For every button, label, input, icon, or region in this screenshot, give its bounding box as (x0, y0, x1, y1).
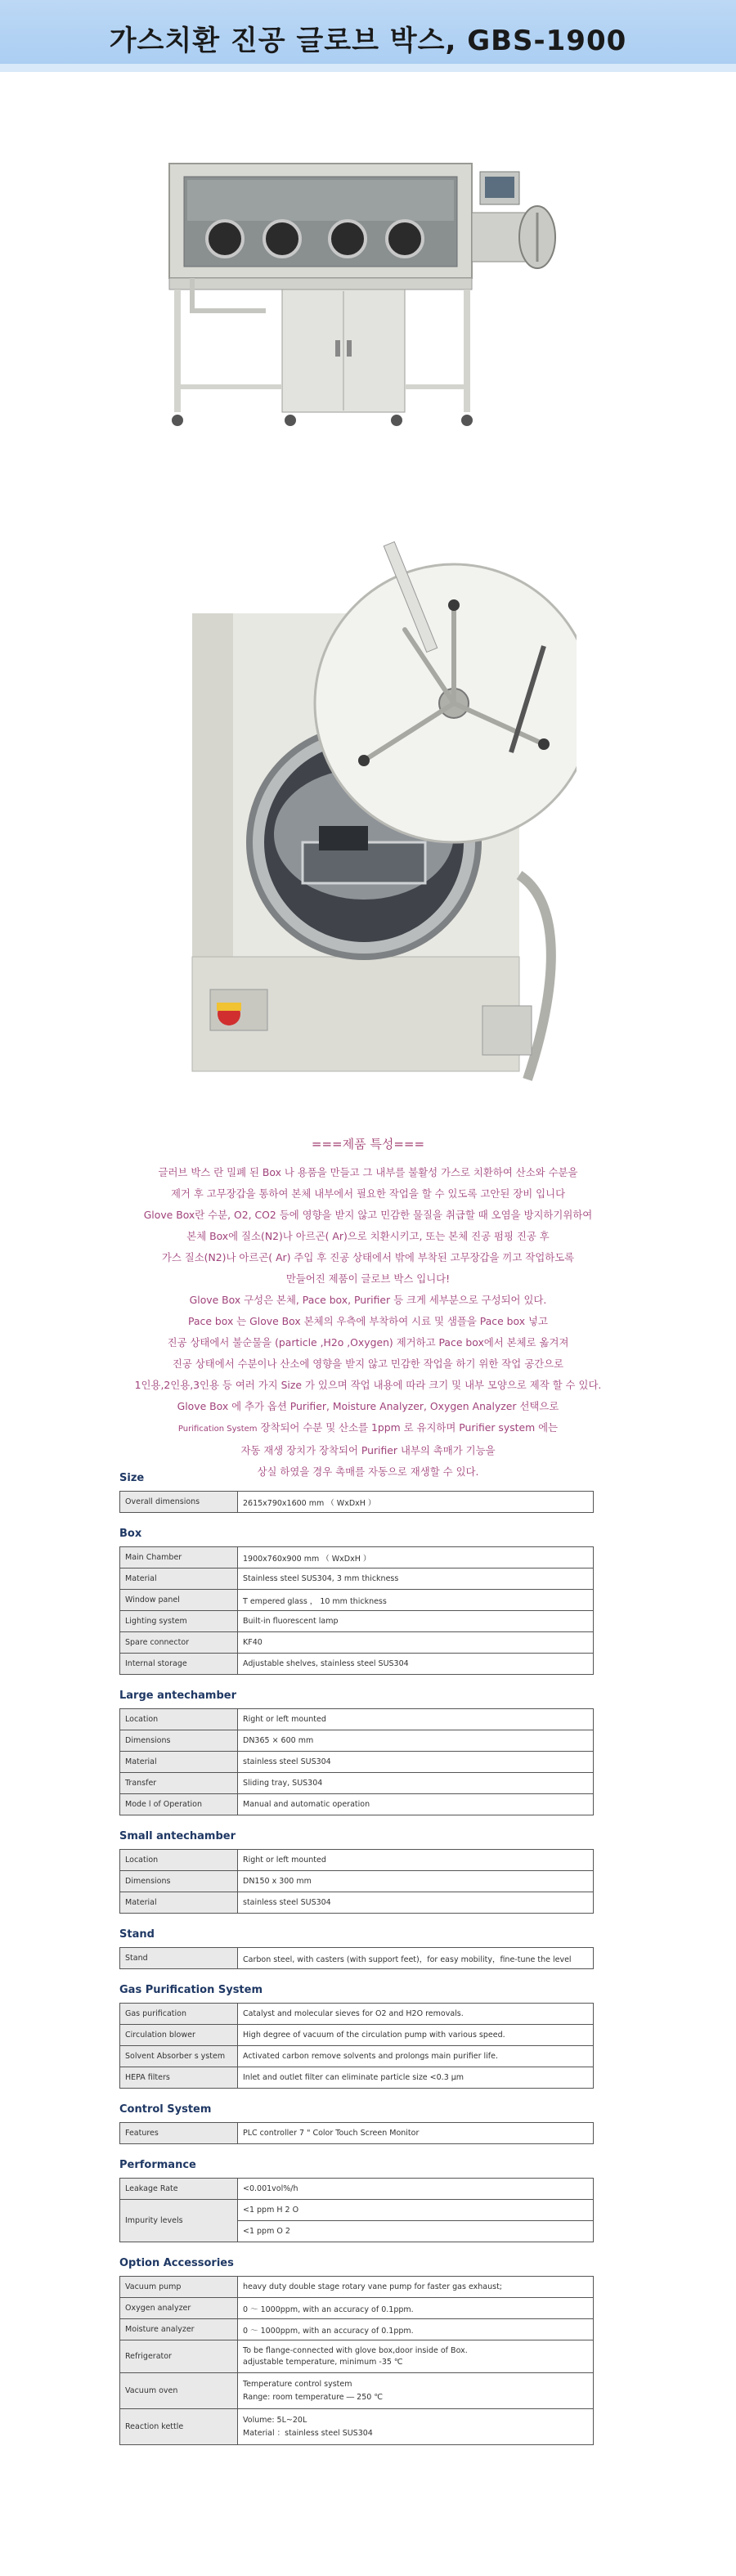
spec-value-line: Material ：stainless steel SUS304 (243, 2428, 373, 2438)
spec-label: Dimensions (120, 1730, 238, 1752)
table-row (120, 2123, 594, 2144)
spec-label: HEPA filters (120, 2067, 238, 2089)
table-row (120, 1590, 594, 1611)
product-photo-antechamber (159, 515, 577, 1088)
table-row (120, 1654, 594, 1675)
table-row (120, 2025, 594, 2046)
spec-table-box (119, 1546, 594, 1675)
table-row (120, 1948, 594, 1969)
spec-label: Vacuum oven (120, 2373, 238, 2409)
feature-line: 진공 상태에서 불순물을 (particle ,H2o ,Oxygen) 제거하고 Pace box에서 본체로 옮겨져 (167, 1336, 569, 1349)
feature-line: Glove Box 에 추가 옵션 Purifier, Moisture Analyzer, Oxygen Analyzer 선택으로 (177, 1400, 559, 1412)
spec-value: 0 ～ 1000ppm, with an accuracy of 0.1ppm. (238, 2319, 594, 2340)
table-row (120, 2340, 594, 2373)
spec-label: Material (120, 1892, 238, 1914)
spec-label: Circulation blower (120, 2025, 238, 2046)
spec-label: Vacuum pump (120, 2277, 238, 2298)
spec-value: Sliding tray, SUS304 (238, 1773, 594, 1794)
spec-label: Reaction kettle (120, 2409, 238, 2445)
spec-value: Carbon steel, with casters (with support feet)，for easy mobility，fine-tune the level (238, 1948, 594, 1969)
spec-table-stand (119, 1947, 594, 1969)
table-row (120, 2067, 594, 2089)
table-row (120, 1709, 594, 1730)
spec-value: Right or left mounted (238, 1850, 594, 1871)
feature-line: 상실 하였을 경우 촉매를 자동으로 재생할 수 있다. (257, 1465, 479, 1478)
spec-value: <1 ppm H 2 O (238, 2200, 594, 2221)
feature-description (0, 1135, 736, 1483)
section-title: Gas Purification System (119, 1984, 263, 1996)
feature-line: Glove Box란 수분, O2, CO2 등에 영향을 받지 않고 민감한 물질을 취급할 때 오염을 방지하기위하여 (143, 1209, 593, 1221)
table-row (120, 1892, 594, 1914)
spec-value: DN150 x 300 mm (238, 1871, 594, 1892)
spec-value: Right or left mounted (238, 1709, 594, 1730)
spec-value: heavy duty double stage rotary vane pump for faster gas exhaust; (238, 2277, 594, 2298)
table-row (120, 2004, 594, 2025)
feature-line: 가스 질소(N2)나 아르곤( Ar) 주입 후 진공 상태에서 밖에 부착된 고무장갑을 끼고 작업하도록 (161, 1251, 575, 1263)
spec-value: DN365 × 600 mm (238, 1730, 594, 1752)
spec-label: Mode l of Operation (120, 1794, 238, 1815)
spec-value: High degree of vacuum of the circulation pump with various speed. (238, 2025, 594, 2046)
spec-value: Inlet and outlet filter can eliminate particle size <0.3 μm (238, 2067, 594, 2089)
spec-value-line: adjustable temperature, minimum -35 ℃ (243, 2357, 403, 2367)
spec-value: Adjustable shelves, stainless steel SUS304 (238, 1654, 594, 1675)
table-row (120, 1871, 594, 1892)
spec-value-line: To be flange-connected with glove box,door inside of Box. (243, 2345, 468, 2355)
spec-label: Material (120, 1752, 238, 1773)
table-row (120, 2200, 594, 2221)
spec-label: Oxygen analyzer (120, 2298, 238, 2319)
spec-value: Built-in fluorescent lamp (238, 1611, 594, 1632)
feature-line: 본체 Box에 질소(N2)나 아르곤( Ar)으로 치환시키고, 또는 본체 진공 펌핑 진공 후 (186, 1230, 550, 1242)
spec-label: Transfer (120, 1773, 238, 1794)
spec-label: Location (120, 1709, 238, 1730)
table-row (120, 2046, 594, 2067)
table-row (120, 1611, 594, 1632)
spec-value-line: Volume: 5L~20L (243, 2415, 307, 2425)
table-row (120, 2409, 594, 2445)
spec-table-small-antechamber (119, 1849, 594, 1914)
spec-value: <0.001vol%/h (238, 2179, 594, 2200)
spec-table-option-accessories (119, 2276, 594, 2445)
spec-label: Location (120, 1850, 238, 1871)
feature-line: Pace box 는 Glove Box 본체의 우측에 부착하여 시료 및 샘플을 Pace box 넣고 (188, 1315, 548, 1327)
spec-label: Main Chamber (120, 1547, 238, 1568)
spec-label: Dimensions (120, 1871, 238, 1892)
spec-value: 1900x760x900 mm （ WxDxH ） (238, 1547, 594, 1568)
section-title: Box (119, 1528, 142, 1540)
spec-value: Manual and automatic operation (238, 1794, 594, 1815)
spec-label: Leakage Rate (120, 2179, 238, 2200)
spec-value: KF40 (238, 1632, 594, 1654)
section-title: Control System (119, 2103, 212, 2116)
table-row (120, 1850, 594, 1871)
spec-tables (119, 1472, 594, 2445)
table-row (120, 1773, 594, 1794)
section-title: Performance (119, 2159, 196, 2171)
spec-label: Material (120, 1568, 238, 1590)
page-title: 가스치환 진공 글로브 박스, GBS-1900 (109, 25, 627, 57)
table-row (120, 1794, 594, 1815)
feature-line-rest: 장착되어 수분 및 산소를 1ppm 로 유지하며 Purifier system 에는 (257, 1421, 559, 1434)
section-title: Size (119, 1472, 145, 1484)
spec-value: Stainless steel SUS304, 3 mm thickness (238, 1568, 594, 1590)
table-row (120, 1752, 594, 1773)
spec-value: stainless steel SUS304 (238, 1892, 594, 1914)
spec-label: Gas purification (120, 2004, 238, 2025)
table-row (120, 1730, 594, 1752)
feature-line: 만들어진 제품이 글로브 박스 입니다! (285, 1272, 451, 1285)
spec-value-line: Temperature control system (243, 2379, 352, 2389)
spec-label: Internal storage (120, 1654, 238, 1675)
feature-line: Glove Box 구성은 본체, Pace box, Purifier 등 크게 세부분으로 구성되어 있다. (189, 1294, 547, 1306)
section-title: Option Accessories (119, 2257, 234, 2269)
spec-label: Spare connector (120, 1632, 238, 1654)
spec-label: Lighting system (120, 1611, 238, 1632)
spec-value (238, 2373, 594, 2409)
feature-line (0, 1417, 736, 1440)
feature-small-text: Purification System (177, 1425, 258, 1434)
spec-label: Stand (120, 1948, 238, 1969)
feature-line: 1인용,2인용,3인용 등 여러 가지 Size 가 있으며 작업 내용에 따라 크기 및 내부 모양으로 제작 할 수 있다. (134, 1379, 602, 1391)
spec-label: Solvent Absorber s ystem (120, 2046, 238, 2067)
spec-label: Refrigerator (120, 2340, 238, 2373)
spec-value (238, 2340, 594, 2373)
table-row (120, 2298, 594, 2319)
section-title: Small antechamber (119, 1830, 236, 1842)
spec-value: Catalyst and molecular sieves for O2 and H2O removals. (238, 2004, 594, 2025)
spec-value-line: Range: room temperature ― 250 ℃ (243, 2392, 383, 2402)
page-header (0, 0, 736, 72)
table-row (120, 1632, 594, 1654)
table-row (120, 2319, 594, 2340)
spec-table-large-antechamber (119, 1708, 594, 1815)
table-row (120, 2373, 594, 2409)
spec-table-size (119, 1491, 594, 1513)
feature-line: 진공 상태에서 수분이나 산소에 영향을 받지 않고 민감한 작업을 하기 위한 작업 공간으로 (172, 1358, 564, 1370)
spec-label: Features (120, 2123, 238, 2144)
section-title: Stand (119, 1928, 155, 1941)
table-row (120, 2277, 594, 2298)
table-row (120, 1492, 594, 1513)
spec-table-performance (119, 2178, 594, 2242)
spec-label: Overall dimensions (120, 1492, 238, 1513)
table-row (120, 1547, 594, 1568)
spec-value: PLC controller 7 " Color Touch Screen Monitor (238, 2123, 594, 2144)
spec-value: stainless steel SUS304 (238, 1752, 594, 1773)
section-title: Large antechamber (119, 1690, 236, 1702)
feature-line: 글러브 박스 란 밀폐 된 Box 나 용품을 만들고 그 내부를 불활성 가스로 치환하여 산소와 수분을 (158, 1166, 578, 1178)
spec-value (238, 2409, 594, 2445)
feature-title: ===제품 특성=== (311, 1137, 425, 1151)
spec-value: 0 ～ 1000ppm, with an accuracy of 0.1ppm. (238, 2298, 594, 2319)
header-stripe (0, 64, 736, 72)
spec-label: Impurity levels (120, 2200, 238, 2242)
spec-value: 2615x790x1600 mm （ WxDxH ） (238, 1492, 594, 1513)
spec-table-control-system (119, 2122, 594, 2144)
spec-table-gas-purification (119, 2003, 594, 2089)
table-row (120, 1568, 594, 1590)
feature-line: 제거 후 고무장갑을 통하여 본체 내부에서 필요한 작업을 할 수 있도록 고안된 장비 입니다 (170, 1187, 566, 1200)
spec-label: Moisture analyzer (120, 2319, 238, 2340)
spec-label: Window panel (120, 1590, 238, 1611)
spec-value: Activated carbon remove solvents and prolongs main purifier life. (238, 2046, 594, 2067)
feature-line: 자동 재생 장치가 장착되어 Purifier 내부의 촉매가 기능을 (240, 1444, 496, 1456)
product-photo-front (159, 147, 577, 458)
spec-value: <1 ppm O 2 (238, 2221, 594, 2242)
table-row (120, 2179, 594, 2200)
spec-value: T empered glass ， 10 mm thickness (238, 1590, 594, 1611)
